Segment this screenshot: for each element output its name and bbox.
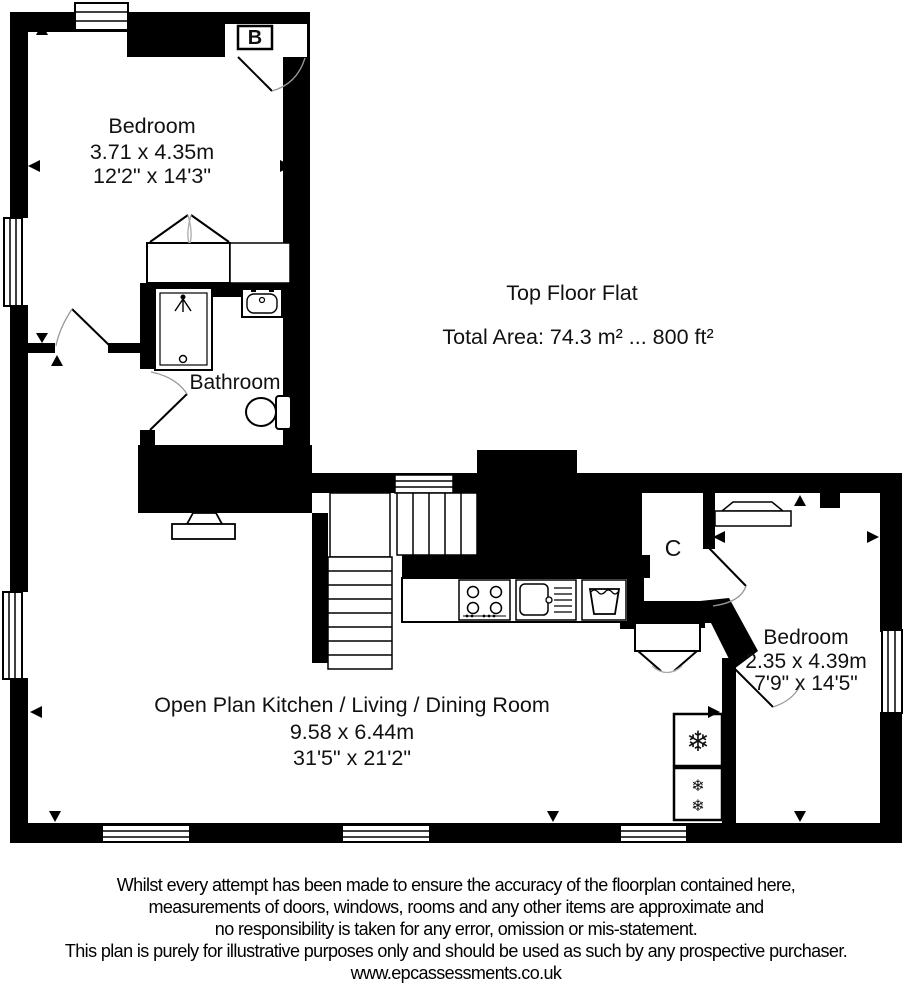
window-right-bedroom2 [882,630,902,713]
disclaimer-website: www.epcassessments.co.uk [350,963,562,983]
disclaimer-line-3: no responsibility is taken for any error, omission or mis-statement. [214,919,698,939]
openplan-imperial: 31'5" x 21'2" [293,746,411,770]
cupboard-openplan [635,623,700,673]
window-bottom-2 [342,825,430,842]
basin-icon [242,287,282,317]
window-bottom-3 [620,825,687,842]
fireplace-icon [172,513,235,539]
door-cupboard-c [708,547,746,606]
freezer-snowflake-icon-1: ❄ [691,778,705,795]
arrow-down-icon [547,811,559,822]
kitchen-counter [402,578,628,622]
bedroom2-imperial: 7'9" x 14'5" [754,672,858,695]
washing-machine-icon [582,580,626,620]
bathroom-name: Bathroom [189,371,281,394]
sink-icon [516,580,576,620]
disclaimer [0,862,912,984]
window-top-bedroom1 [75,3,128,30]
openplan-name: Open Plan Kitchen / Living / Dining Room [154,693,550,717]
cupboard-marker-label: C [664,535,682,561]
radiator-bedroom2 [715,502,791,526]
door-bedroom1 [56,309,110,346]
fridge-snowflake-icon: ❄ [686,726,710,757]
plan-title: Top Floor Flat [506,281,638,305]
disclaimer-line-4: This plan is purely for illustrative purposes only and should be used as such by any prospective purchaser. [64,941,848,961]
window-left-openplan [3,592,22,679]
arrow-left-icon [28,160,40,172]
hob-icon [459,580,510,620]
arrow-down-icon [794,811,806,822]
window-left-bedroom1 [4,218,22,306]
fridge-freezer [674,714,722,820]
arrow-down-icon [36,333,48,343]
boiler-marker-label: B [247,27,263,49]
arrow-right-icon [867,531,879,543]
boiler-marker [238,26,272,49]
disclaimer-line-2: measurements of doors, windows, rooms and any other items are approximate and [148,897,764,917]
arrow-up-icon [51,355,63,366]
openplan-metric: 9.58 x 6.44m [289,720,415,744]
bedroom1-name: Bedroom [108,114,196,138]
freezer-snowflake-icon-2: ❄ [691,798,705,815]
toilet-icon [246,396,291,429]
wardrobe-bedroom1 [147,215,290,283]
window-bottom-1 [102,825,190,842]
bathroom-fixtures [155,287,291,429]
bedroom1-imperial: 12'2" x 14'3" [93,164,211,188]
labels [90,26,867,770]
bedroom2-name: Bedroom [763,626,849,649]
plan-total-area: Total Area: 74.3 m² ... 800 ft² [442,325,714,349]
arrow-left-icon [30,706,42,718]
door-bathroom [150,372,187,430]
bedroom1-metric: 3.71 x 4.35m [89,140,215,164]
bedroom2-metric: 2.35 x 4.39m [745,650,867,673]
shower-icon [155,288,212,370]
arrow-up-icon [794,495,806,506]
disclaimer-line-1: Whilst every attempt has been made to ensure the accuracy of the floorplan contained here, [116,875,796,895]
arrow-down-icon [49,811,61,822]
